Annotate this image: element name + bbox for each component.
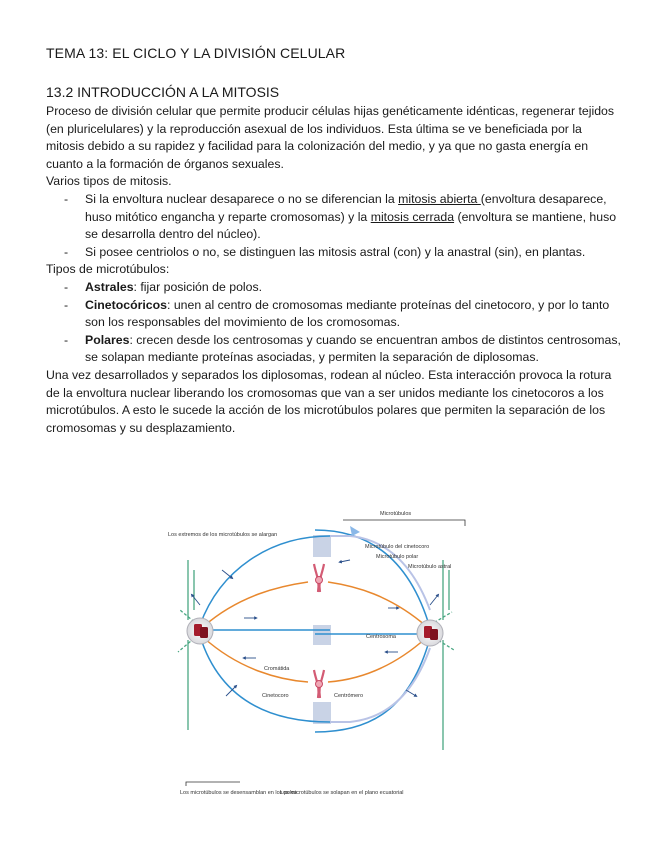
label-microtubules: Microtúbulos xyxy=(380,511,412,517)
term-polares: Polares xyxy=(85,332,130,347)
label-kinetochore: Cinetocoro xyxy=(262,693,289,699)
list-item-text: : crecen desde los centrosomas y cuando se encuentran ambos de distintos centrosomas, se solapan mediante proteínas asociadas, y permiten la separación de diplosomas. xyxy=(85,332,621,365)
list-item: - Si posee centriolos o no, se distinguen las mitosis astral (con) y la anastral (sin), en plantas. xyxy=(46,244,621,262)
label-chromatid: Cromátida xyxy=(264,666,290,672)
document-title: TEMA 13: EL CICLO Y LA DIVISIÓN CELULAR xyxy=(46,45,346,61)
list-item-text: : unen al centro de cromosomas mediante proteínas del cinetocoro, y por lo tanto son los responsables del movimiento de los cromosomas. xyxy=(85,297,610,330)
list-item xyxy=(46,279,621,297)
microtubule-types-list xyxy=(46,279,621,367)
overlap-block-top xyxy=(313,535,331,557)
section-title: 13.2 INTRODUCCIÓN A LA MITOSIS xyxy=(46,84,280,100)
term-mitosis-cerrada: mitosis cerrada xyxy=(370,209,455,224)
mitosis-types-intro: Varios tipos de mitosis. xyxy=(46,174,172,189)
list-item xyxy=(46,332,621,367)
list-item xyxy=(46,297,621,332)
term-astrales: Astrales xyxy=(85,279,134,294)
mitotic-spindle-figure xyxy=(160,500,492,800)
label-centromere: Centrómero xyxy=(334,693,364,699)
list-item xyxy=(46,191,621,244)
bottom-bracket xyxy=(186,782,240,786)
microtubule-types-intro: Tipos de microtúbulos: xyxy=(46,262,170,277)
label-kinetochore-mt: Microtúbulo del cinetocoro xyxy=(365,544,430,550)
list-item-text: Si la envoltura nuclear desaparece o no se diferencian la xyxy=(85,191,399,206)
overlap-block-mid xyxy=(313,625,331,645)
closing-paragraph: Una vez desarrollados y separados los diplosomas, rodean al núcleo. Esta interacción provoca la rotura de la envoltura nuclear liberando los cromosomas que van a ser unidos mediante los cinetocoros a los microtúbulos. A esto le sucede la acción de los microtúbulos polares que permiten la separación de los cromosomas y su desplazamiento. xyxy=(46,367,612,435)
chromosome-top xyxy=(314,564,324,592)
document-body xyxy=(46,103,621,437)
label-bottom-left: Los microtúbulos se desensamblan en los polos xyxy=(180,790,298,796)
mitotic-spindle-diagram xyxy=(160,500,492,800)
term-mitosis-abierta: mitosis abierta xyxy=(398,191,481,206)
label-top-left: Los extremos de los microtúbulos se alargan xyxy=(168,532,278,538)
list-item-text: : fijar posición de polos. xyxy=(133,279,263,294)
label-bottom-right: Los microtúbulos se solapan en el plano ecuatorial xyxy=(280,790,404,796)
top-bracket xyxy=(343,520,465,526)
list-item-text: (envoltura se mantiene, huso se desarrolla dentro del núcleo). xyxy=(85,209,617,242)
mitosis-types-list xyxy=(46,191,621,261)
chromosome-bottom xyxy=(314,670,324,698)
overlap-block-bottom xyxy=(313,702,331,724)
term-cinetocoricos: Cinetocóricos xyxy=(85,297,167,312)
centrosome-left xyxy=(187,618,213,644)
intro-paragraph: Proceso de división celular que permite producir células hijas genéticamente idénticas, regenerar tejidos (en pluricelulares) y la reproducción asexual de los individuos. Esta última se ve beneficiada por la mitosis debido a su rapidez y facilidad para la colonización del medio, y ya que no gasta energía en cuanto a la formación de órganos sexuales. xyxy=(46,104,615,171)
label-astral-mt: Microtúbulo astral xyxy=(408,564,452,570)
list-item-text: (envoltura desaparece, huso mitótico engancha y reparte cromosomas) y la xyxy=(85,191,607,224)
label-centrosome: Centrosoma xyxy=(366,634,396,640)
centrosome-right xyxy=(417,620,443,646)
label-polar-mt: Microtúbulo polar xyxy=(376,554,419,560)
